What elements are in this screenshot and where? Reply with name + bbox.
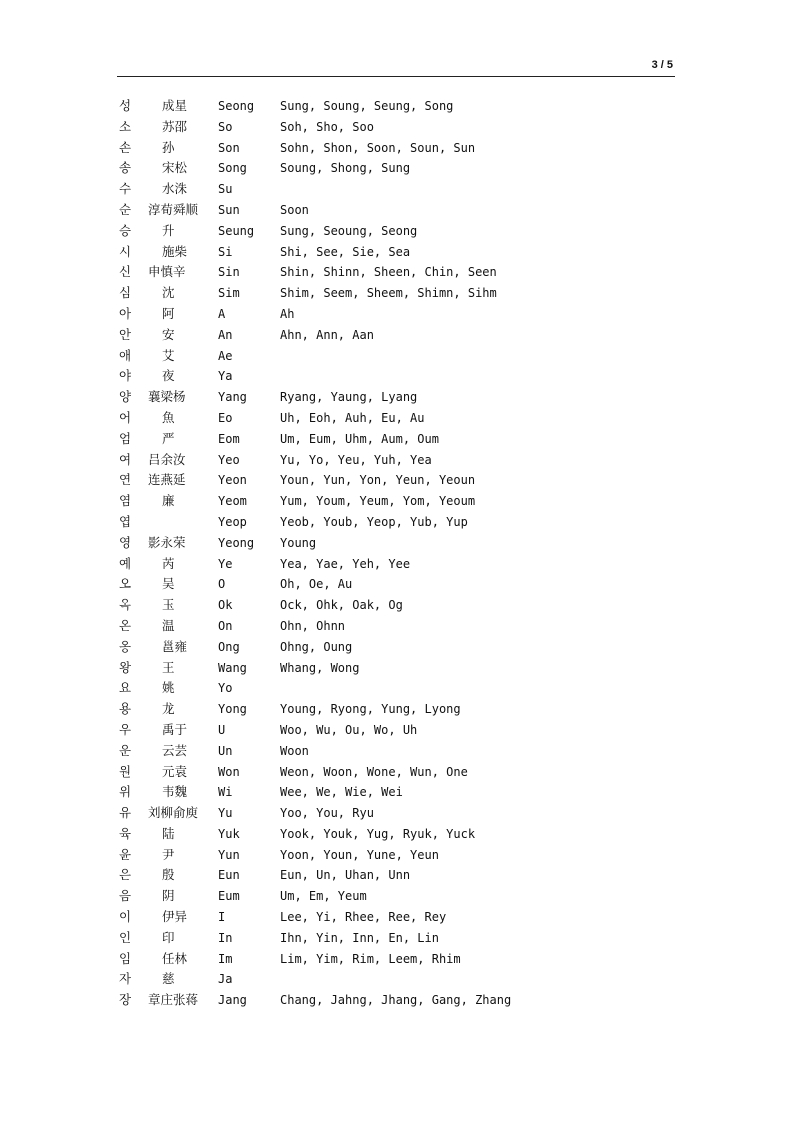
hangul-cell: 위 — [119, 784, 132, 800]
romanization-cell: Eom — [218, 431, 240, 446]
romanization-cell: In — [218, 930, 233, 945]
hangul-cell: 야 — [119, 368, 132, 384]
variants-cell: Young, Ryong, Yung, Lyong — [280, 702, 461, 717]
variants-cell: Youn, Yun, Yon, Yeun, Yeoun — [280, 473, 476, 488]
hanja-cell: 魚 — [162, 409, 175, 425]
hangul-cell: 오 — [119, 576, 132, 592]
romanization-cell: I — [218, 910, 226, 925]
variants-cell: Young — [280, 535, 317, 550]
variants-cell: Soh, Sho, Soo — [280, 119, 374, 134]
hangul-cell: 안 — [119, 326, 132, 342]
variants-cell: Um, Em, Yeum — [280, 889, 367, 904]
table-row — [119, 179, 719, 200]
hangul-cell: 어 — [119, 409, 132, 425]
hangul-cell: 자 — [119, 971, 132, 987]
hanja-cell: 襄梁杨 — [148, 389, 186, 405]
table-row — [119, 699, 719, 720]
hangul-cell: 엽 — [119, 513, 132, 529]
table-row — [119, 200, 719, 221]
table-row — [119, 242, 719, 263]
hangul-cell: 요 — [119, 680, 132, 696]
hanja-cell: 夜 — [162, 368, 175, 384]
page-number: 3 / 5 — [651, 59, 673, 71]
hanja-cell: 申慎辛 — [148, 264, 186, 280]
variants-cell: Yeob, Youb, Yeop, Yub, Yup — [280, 514, 468, 529]
table-row — [119, 595, 719, 616]
hanja-cell: 慈 — [162, 971, 175, 987]
variants-cell: Um, Eum, Uhm, Aum, Oum — [280, 431, 439, 446]
hangul-cell: 운 — [119, 742, 132, 758]
table-row — [119, 304, 719, 325]
hangul-cell: 음 — [119, 888, 132, 904]
table-row — [119, 928, 719, 949]
romanization-cell: Yo — [218, 681, 233, 696]
variants-cell: Whang, Wong — [280, 660, 360, 675]
romanization-cell: U — [218, 722, 226, 737]
romanization-cell: Yuk — [218, 826, 240, 841]
romanization-cell: Un — [218, 743, 233, 758]
hanja-cell: 廉 — [162, 493, 175, 509]
variants-cell: Shim, Seem, Sheem, Shimn, Sihm — [280, 286, 497, 301]
variants-cell: Sung, Soung, Seung, Song — [280, 99, 454, 113]
table-row — [119, 470, 719, 491]
hangul-cell: 유 — [119, 805, 132, 821]
hangul-cell: 인 — [119, 929, 132, 945]
variants-cell: Weon, Woon, Wone, Wun, One — [280, 764, 468, 779]
hangul-cell: 성 — [119, 98, 132, 113]
table-row — [119, 346, 719, 367]
hangul-cell: 예 — [119, 555, 132, 571]
hangul-cell: 수 — [119, 181, 132, 197]
hangul-cell: 은 — [119, 867, 132, 883]
table-row — [119, 678, 719, 699]
table-row — [119, 283, 719, 304]
hanja-cell: 宋松 — [162, 160, 188, 176]
variants-cell: Woon — [280, 743, 309, 758]
hanja-cell: 孙 — [162, 139, 175, 155]
hanja-cell: 元袁 — [162, 763, 188, 779]
hanja-cell: 艾 — [162, 347, 175, 363]
hanja-cell: 成星 — [162, 98, 188, 113]
hangul-cell: 왕 — [119, 659, 132, 675]
hangul-cell: 시 — [119, 243, 132, 259]
hanja-cell: 任林 — [162, 950, 188, 966]
hanja-cell: 苏邵 — [162, 118, 188, 134]
hangul-cell: 아 — [119, 305, 132, 321]
variants-cell: Lim, Yim, Rim, Leem, Rhim — [280, 951, 461, 966]
variants-cell: Shi, See, Sie, Sea — [280, 244, 411, 259]
romanization-cell: Ok — [218, 598, 233, 613]
hangul-cell: 염 — [119, 493, 132, 509]
hangul-cell: 신 — [119, 264, 132, 280]
variants-cell: Ryang, Yaung, Lyang — [280, 390, 418, 405]
romanization-cell: Ya — [218, 369, 233, 384]
hanja-cell: 吴 — [162, 576, 175, 592]
romanization-cell: Ye — [218, 556, 233, 571]
hanja-cell: 芮 — [162, 555, 175, 571]
romanization-cell: Eo — [218, 410, 233, 425]
romanization-cell: Yeop — [218, 514, 247, 529]
romanization-cell: Yeo — [218, 452, 240, 467]
table-row — [119, 387, 719, 408]
table-row — [119, 325, 719, 346]
variants-cell: Chang, Jahng, Jhang, Gang, Zhang — [280, 993, 512, 1008]
hanja-cell: 连燕延 — [148, 472, 186, 488]
romanization-cell: O — [218, 577, 226, 592]
hangul-cell: 연 — [119, 472, 132, 488]
romanization-cell: Sim — [218, 286, 240, 301]
table-row — [119, 949, 719, 970]
romanization-cell: Jang — [218, 993, 247, 1008]
hangul-cell: 애 — [119, 347, 132, 363]
romanization-cell: Son — [218, 140, 240, 155]
table-row — [119, 803, 719, 824]
hangul-cell: 장 — [119, 992, 132, 1008]
hangul-cell: 엄 — [119, 430, 132, 446]
hangul-cell: 승 — [119, 222, 132, 238]
table-row — [119, 616, 719, 637]
romanization-cell: Yu — [218, 806, 233, 821]
hangul-cell: 우 — [119, 721, 132, 737]
hangul-cell: 윤 — [119, 846, 132, 862]
hanja-cell: 陆 — [162, 825, 175, 841]
hanja-cell: 安 — [162, 326, 175, 342]
variants-cell: Ohn, Ohnn — [280, 618, 346, 633]
variants-cell: Soon — [280, 202, 309, 217]
hanja-cell: 印 — [162, 929, 175, 945]
hanja-cell: 王 — [162, 659, 175, 675]
hanja-cell: 影永荣 — [148, 534, 186, 550]
variants-cell: Shin, Shinn, Sheen, Chin, Seen — [280, 265, 497, 280]
table-row — [119, 158, 719, 179]
hanja-cell: 淳荀舜顺 — [148, 201, 199, 217]
variants-cell: Ahn, Ann, Aan — [280, 327, 374, 342]
romanization-cell: A — [218, 306, 226, 321]
romanization-cell: On — [218, 618, 233, 633]
hangul-cell: 육 — [119, 825, 132, 841]
hanja-cell: 施柴 — [162, 243, 188, 259]
variants-cell: Oh, Oe, Au — [280, 577, 353, 592]
variants-cell: Eun, Un, Uhan, Unn — [280, 868, 411, 883]
romanization-cell: Ja — [218, 972, 233, 987]
hanja-cell: 吕余汝 — [148, 451, 186, 467]
table-row — [119, 845, 719, 866]
hanja-cell: 禹于 — [162, 721, 188, 737]
romanization-cell: Su — [218, 182, 233, 197]
variants-cell: Ohng, Oung — [280, 639, 353, 654]
hangul-cell: 손 — [119, 139, 132, 155]
variants-cell: Yea, Yae, Yeh, Yee — [280, 556, 411, 571]
hanja-cell: 龙 — [162, 701, 175, 717]
hanja-cell: 伊异 — [162, 909, 188, 925]
table-row — [119, 491, 719, 512]
table-row — [119, 366, 719, 387]
hangul-cell: 영 — [119, 534, 132, 550]
hanja-cell: 姚 — [162, 680, 175, 696]
hanja-cell: 殷 — [162, 867, 175, 883]
hangul-cell: 온 — [119, 617, 132, 633]
romanization-cell: Wi — [218, 785, 233, 800]
variants-cell: Yu, Yo, Yeu, Yuh, Yea — [280, 452, 432, 467]
variants-cell: Ock, Ohk, Oak, Og — [280, 598, 403, 613]
table-row — [119, 907, 719, 928]
table-row — [119, 824, 719, 845]
table-row — [119, 429, 719, 450]
table-row — [119, 512, 719, 533]
variants-cell: Ihn, Yin, Inn, En, Lin — [280, 930, 439, 945]
table-row — [119, 221, 719, 242]
table-row — [119, 138, 719, 159]
romanization-cell: Yeon — [218, 473, 247, 488]
hangul-cell: 임 — [119, 950, 132, 966]
table-row — [119, 117, 719, 138]
page-header — [117, 59, 675, 77]
hangul-cell: 순 — [119, 201, 132, 217]
romanization-cell: Yeong — [218, 535, 255, 550]
romanization-cell: Wang — [218, 660, 247, 675]
table-row — [119, 886, 719, 907]
hangul-cell: 옹 — [119, 638, 132, 654]
table-row — [119, 450, 719, 471]
hanja-cell: 章庄张蒋 — [148, 992, 199, 1008]
hangul-cell: 옥 — [119, 597, 132, 613]
romanization-cell: Yun — [218, 847, 240, 862]
romanization-cell: Ae — [218, 348, 233, 363]
hanja-cell: 云芸 — [162, 742, 188, 758]
romanization-cell: Im — [218, 951, 233, 966]
romanization-cell: Yang — [218, 390, 247, 405]
variants-cell: Soung, Shong, Sung — [280, 161, 411, 176]
romanization-cell: Yeom — [218, 494, 247, 509]
romanization-cell: Song — [218, 161, 247, 176]
hangul-cell: 양 — [119, 389, 132, 405]
hanja-cell: 水洙 — [162, 181, 188, 197]
table-row — [119, 637, 719, 658]
variants-cell: Yook, Youk, Yug, Ryuk, Yuck — [280, 826, 476, 841]
variants-cell: Woo, Wu, Ou, Wo, Uh — [280, 722, 418, 737]
table-row — [119, 762, 719, 783]
variants-cell: Sohn, Shon, Soon, Soun, Sun — [280, 140, 476, 155]
romanization-cell: Ong — [218, 639, 240, 654]
romanization-cell: Yong — [218, 702, 247, 717]
romanization-cell: Won — [218, 764, 240, 779]
hanja-cell: 阿 — [162, 305, 175, 321]
table-row — [119, 96, 719, 117]
romanization-cell: Sin — [218, 265, 240, 280]
hangul-cell: 송 — [119, 160, 132, 176]
romanization-cell: Seung — [218, 223, 255, 238]
romanization-cell: Sun — [218, 202, 240, 217]
table-row — [119, 408, 719, 429]
hangul-cell: 이 — [119, 909, 132, 925]
table-row — [119, 865, 719, 886]
variants-cell: Yum, Youm, Yeum, Yom, Yeoum — [280, 494, 476, 509]
hanja-cell: 升 — [162, 222, 175, 238]
hanja-cell: 阴 — [162, 888, 175, 904]
variants-cell: Yoon, Youn, Yune, Yeun — [280, 847, 439, 862]
table-row — [119, 554, 719, 575]
romanization-cell: Seong — [218, 99, 255, 113]
hanja-cell: 尹 — [162, 846, 175, 862]
romanization-cell: Eum — [218, 889, 240, 904]
table-row — [119, 969, 719, 990]
variants-cell: Uh, Eoh, Auh, Eu, Au — [280, 410, 425, 425]
table-row — [119, 658, 719, 679]
hanja-cell: 沈 — [162, 285, 175, 301]
table-row — [119, 782, 719, 803]
romanization-table — [119, 96, 719, 1011]
table-row — [119, 990, 719, 1011]
romanization-cell: Eun — [218, 868, 240, 883]
hanja-cell: 刘柳俞庾 — [148, 805, 199, 821]
hangul-cell: 원 — [119, 763, 132, 779]
hangul-cell: 심 — [119, 285, 132, 301]
table-row — [119, 533, 719, 554]
romanization-cell: Si — [218, 244, 233, 259]
variants-cell: Lee, Yi, Rhee, Ree, Rey — [280, 910, 447, 925]
table-row — [119, 574, 719, 595]
hanja-cell: 严 — [162, 430, 175, 446]
variants-cell: Sung, Seoung, Seong — [280, 223, 418, 238]
hangul-cell: 용 — [119, 701, 132, 717]
hanja-cell: 韦魏 — [162, 784, 188, 800]
hanja-cell: 玉 — [162, 597, 175, 613]
hanja-cell: 温 — [162, 617, 175, 633]
table-row — [119, 741, 719, 762]
hangul-cell: 여 — [119, 451, 132, 467]
romanization-cell: So — [218, 119, 233, 134]
variants-cell: Ah — [280, 306, 295, 321]
hangul-cell: 소 — [119, 118, 132, 134]
romanization-cell: An — [218, 327, 233, 342]
table-row — [119, 720, 719, 741]
hanja-cell: 邕雍 — [162, 638, 188, 654]
table-row — [119, 262, 719, 283]
variants-cell: Wee, We, Wie, Wei — [280, 785, 403, 800]
variants-cell: Yoo, You, Ryu — [280, 806, 374, 821]
